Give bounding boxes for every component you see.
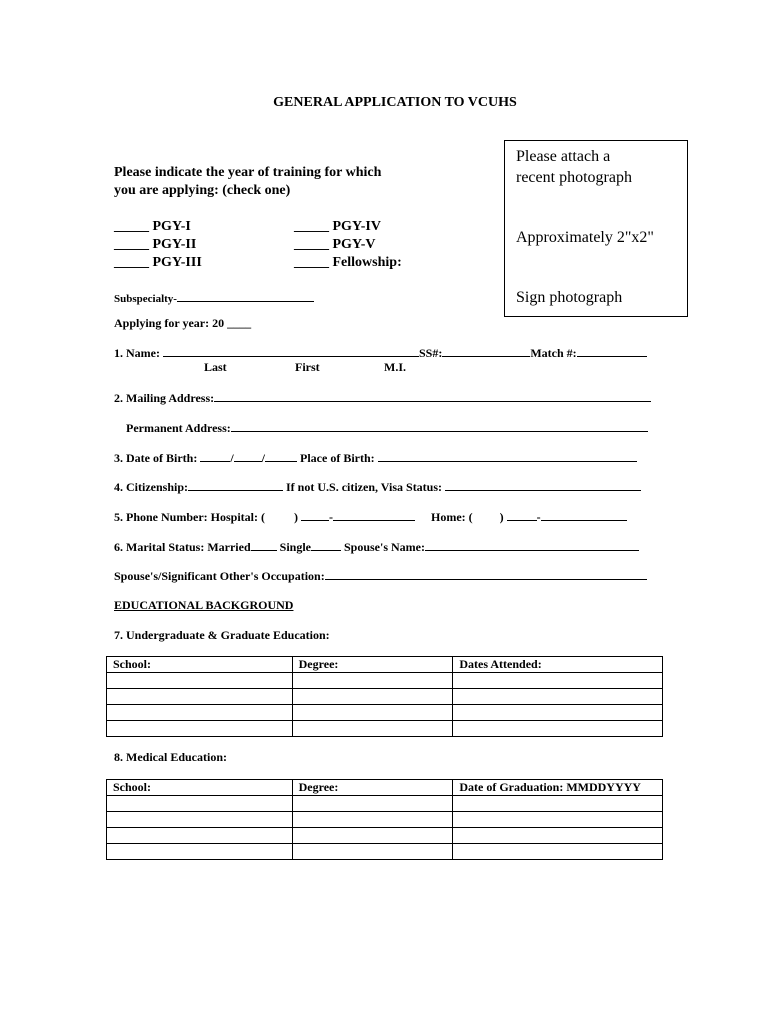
photo-size: Approximately 2"x2": [516, 229, 654, 246]
subspecialty-row: [114, 290, 314, 305]
table-cell[interactable]: [292, 721, 453, 737]
instructions-line-1: Please indicate the year of training for which: [114, 165, 382, 180]
column-header: School:: [107, 657, 293, 673]
section-heading-education: EDUCATIONAL BACKGROUND: [114, 598, 294, 612]
subspecialty-field[interactable]: [177, 290, 314, 302]
dob-slash: /: [261, 451, 266, 465]
place-of-birth-field[interactable]: [378, 450, 637, 462]
column-header: Date of Graduation: MMDDYYYY: [453, 780, 663, 796]
table-cell[interactable]: [453, 721, 663, 737]
option-pgy-4[interactable]: [294, 218, 402, 236]
option-label: PGY-I: [152, 219, 191, 234]
table-cell[interactable]: [292, 705, 453, 721]
dob-day-field[interactable]: [234, 450, 262, 462]
table-cell[interactable]: [453, 812, 663, 828]
check-blank[interactable]: _____: [114, 219, 149, 234]
table-cell[interactable]: [107, 673, 293, 689]
spouse-name-field[interactable]: [425, 539, 639, 551]
name-row: [114, 345, 647, 361]
option-fellowship[interactable]: [294, 254, 402, 272]
dob-label: 3. Date of Birth:: [114, 451, 198, 465]
option-label: Fellowship:: [332, 255, 402, 270]
name-label: 1. Name:: [114, 346, 160, 360]
single-field[interactable]: [311, 539, 341, 551]
option-label: PGY-III: [152, 255, 202, 270]
phone-hospital-label: 5. Phone Number: Hospital: (: [114, 510, 265, 524]
occupation-label: Spouse's/Significant Other's Occupation:: [114, 569, 325, 583]
option-label: PGY-IV: [332, 219, 381, 234]
instructions-line-2: you are applying: (check one): [114, 183, 291, 198]
phone-home-label: Home: (: [431, 510, 473, 524]
table-cell[interactable]: [292, 828, 453, 844]
table-cell[interactable]: [107, 796, 293, 812]
dob-month-field[interactable]: [200, 450, 230, 462]
phone-close-paren: ): [499, 510, 504, 524]
table-row: [107, 828, 663, 844]
table-row: [107, 689, 663, 705]
applying-year[interactable]: Applying for year: 20 ____: [114, 316, 252, 330]
check-blank[interactable]: _____: [114, 237, 149, 252]
table-cell[interactable]: [292, 673, 453, 689]
medical-education-label: 8. Medical Education:: [114, 750, 227, 764]
table-row: [107, 721, 663, 737]
table-cell[interactable]: [453, 689, 663, 705]
spouse-name-label: Spouse's Name:: [343, 540, 425, 554]
hospital-number-field[interactable]: [333, 509, 415, 521]
photo-sign: Sign photograph: [516, 289, 623, 306]
option-pgy-3[interactable]: [114, 254, 202, 272]
occupation-field[interactable]: [325, 568, 647, 580]
option-pgy-5[interactable]: [294, 236, 402, 254]
column-header: Degree:: [292, 657, 453, 673]
table-cell[interactable]: [107, 812, 293, 828]
phone-dash: -: [536, 510, 541, 524]
undergrad-label: 7. Undergraduate & Graduate Education:: [114, 628, 330, 642]
column-header: Dates Attended:: [453, 657, 663, 673]
option-pgy-1[interactable]: [114, 218, 202, 236]
marital-single-label: Single: [279, 540, 311, 554]
check-blank[interactable]: _____: [294, 255, 329, 270]
table-cell[interactable]: [292, 796, 453, 812]
mailing-address-field[interactable]: [214, 390, 651, 402]
table-row: [107, 812, 663, 828]
table-header-row: [107, 780, 663, 796]
table-header-row: [107, 657, 663, 673]
name-mi-caption: M.I.: [384, 360, 406, 374]
mailing-address-label: 2. Mailing Address:: [114, 391, 215, 405]
table-cell[interactable]: [107, 689, 293, 705]
table-cell[interactable]: [453, 844, 663, 860]
marital-married-label: 6. Marital Status: Married: [114, 540, 251, 554]
permanent-address-label: Permanent Address:: [126, 421, 231, 435]
phone-close-paren: ): [294, 510, 298, 524]
occupation-row: [114, 568, 647, 584]
page-title: GENERAL APPLICATION TO VCUHS: [273, 95, 517, 110]
option-label: PGY-II: [152, 237, 197, 252]
check-blank[interactable]: _____: [294, 219, 329, 234]
option-label: PGY-V: [332, 237, 376, 252]
hospital-prefix-field[interactable]: [301, 509, 329, 521]
column-header: Degree:: [292, 780, 453, 796]
phone-row: [114, 509, 627, 525]
table-cell[interactable]: [453, 828, 663, 844]
training-options-right: [294, 218, 402, 272]
marital-row: [114, 539, 639, 555]
name-first-caption: First: [295, 360, 320, 374]
undergrad-table: [106, 656, 663, 737]
ss-field[interactable]: [442, 345, 530, 357]
photo-instruction-2: recent photograph: [516, 169, 632, 186]
home-number-field[interactable]: [541, 509, 627, 521]
match-field[interactable]: [577, 345, 647, 357]
mailing-address-row: [114, 390, 651, 406]
married-field[interactable]: [251, 539, 277, 551]
citizenship-field[interactable]: [188, 479, 283, 491]
table-cell[interactable]: [453, 673, 663, 689]
dob-slash: /: [230, 451, 234, 465]
table-cell[interactable]: [292, 689, 453, 705]
table-row: [107, 796, 663, 812]
table-cell[interactable]: [107, 828, 293, 844]
citizenship-label: 4. Citizenship:: [114, 480, 189, 494]
table-row: [107, 844, 663, 860]
table-row: [107, 705, 663, 721]
ss-label: SS#:: [418, 346, 443, 360]
dob-row: [114, 450, 637, 466]
check-blank[interactable]: _____: [114, 255, 149, 270]
column-header: School:: [107, 780, 293, 796]
permanent-address-field[interactable]: [231, 420, 648, 432]
place-of-birth-label: Place of Birth:: [300, 451, 375, 465]
phone-dash: -: [329, 510, 333, 524]
medical-table: [106, 779, 663, 860]
citizenship-row: [114, 479, 641, 495]
table-cell[interactable]: [453, 705, 663, 721]
table-cell[interactable]: [107, 705, 293, 721]
match-label: Match #:: [530, 346, 577, 360]
table-cell[interactable]: [107, 721, 293, 737]
table-cell[interactable]: [107, 844, 293, 860]
subspecialty-label: Subspecialty-: [114, 293, 177, 305]
home-prefix-field[interactable]: [507, 509, 537, 521]
name-field[interactable]: [163, 345, 419, 357]
visa-status-label: If not U.S. citizen, Visa Status:: [286, 480, 443, 494]
training-options-left: [114, 218, 202, 272]
table-cell[interactable]: [292, 844, 453, 860]
photo-instruction-1: Please attach a: [516, 148, 611, 165]
photo-box[interactable]: [504, 140, 688, 317]
name-last-caption: Last: [204, 360, 227, 374]
table-row: [107, 673, 663, 689]
table-cell[interactable]: [292, 812, 453, 828]
table-cell[interactable]: [453, 796, 663, 812]
dob-year-field[interactable]: [265, 450, 297, 462]
check-blank[interactable]: _____: [294, 237, 329, 252]
visa-status-field[interactable]: [445, 479, 641, 491]
option-pgy-2[interactable]: [114, 236, 202, 254]
permanent-address-row: [126, 420, 648, 436]
instructions: [114, 164, 381, 200]
